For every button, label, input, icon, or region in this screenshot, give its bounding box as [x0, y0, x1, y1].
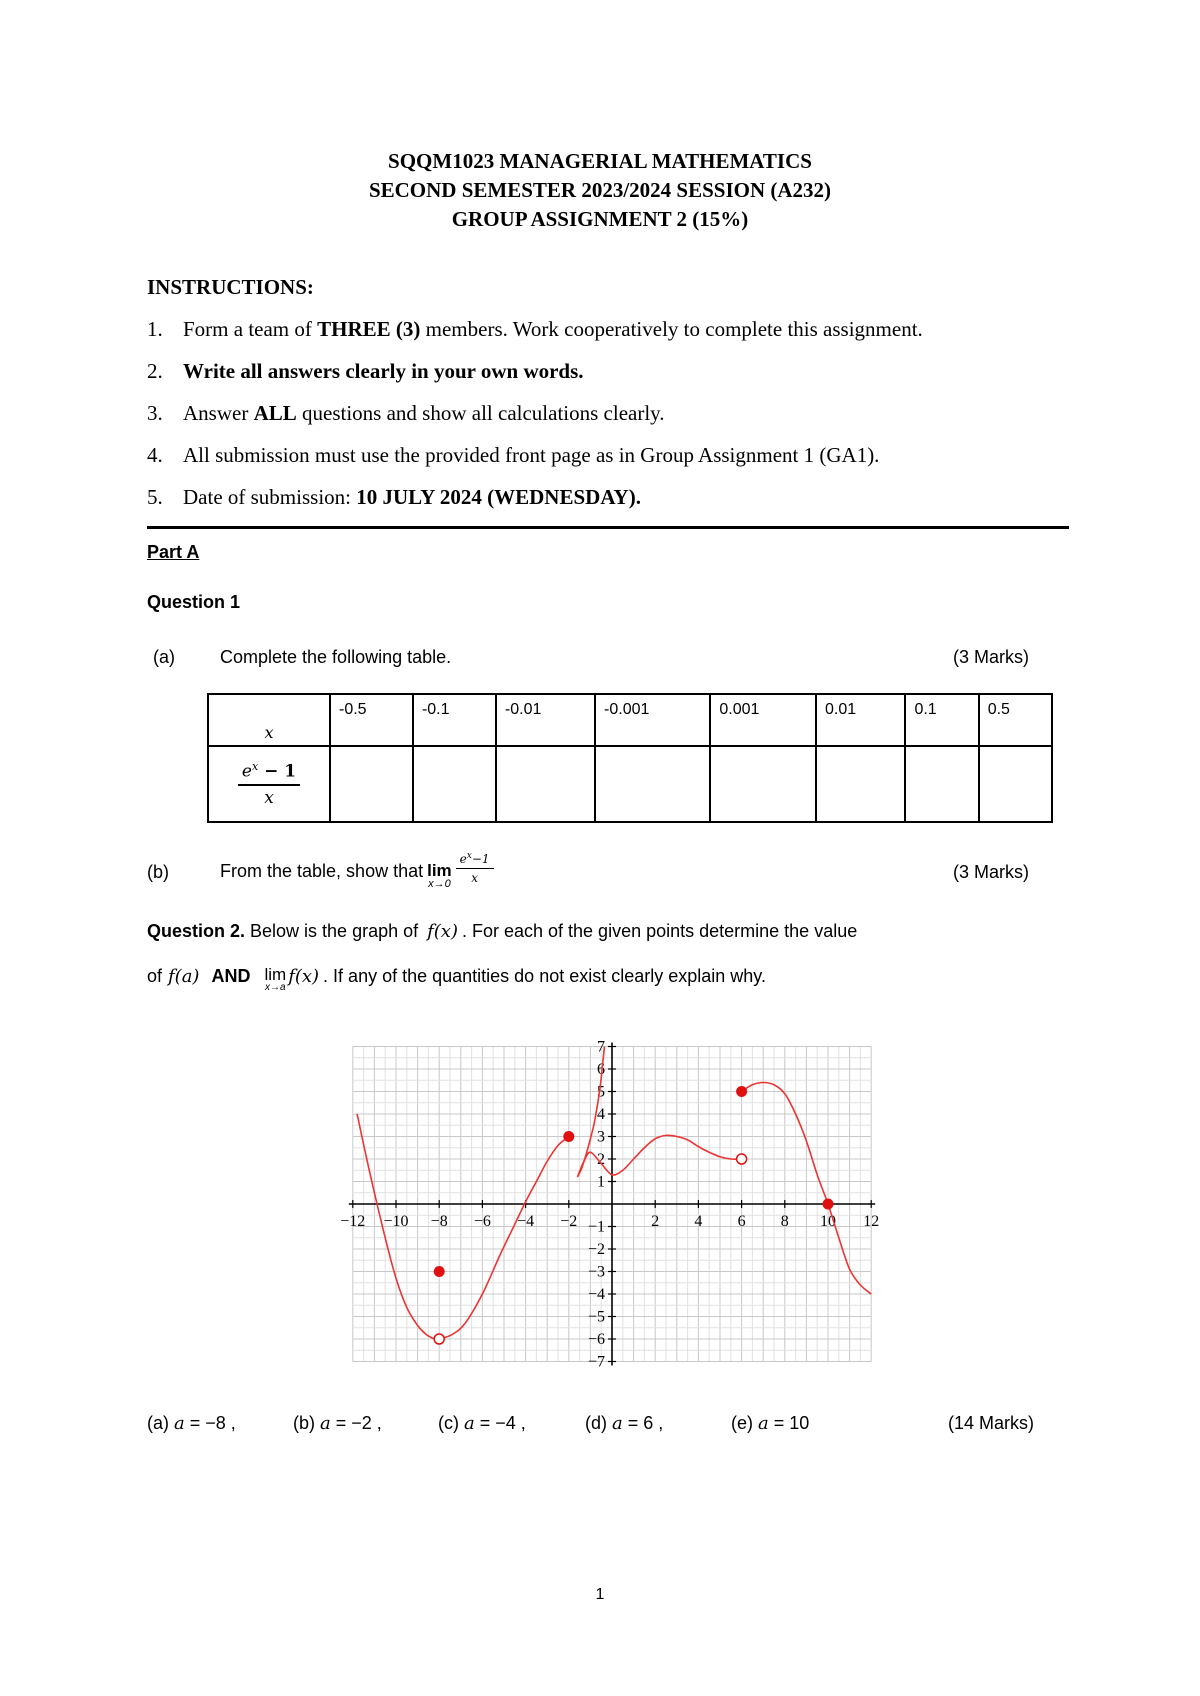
instruction-number: 1.: [147, 317, 163, 341]
x-value-cell: 0.5: [979, 694, 1052, 746]
x-label: x: [264, 723, 274, 742]
question-2-line1: [147, 921, 857, 942]
lim-subscript: x→a: [265, 982, 286, 993]
frac-exponent: x: [466, 851, 472, 861]
section-divider: [147, 526, 1069, 529]
y-tick-label: 5: [597, 1083, 605, 1101]
open-point: [737, 1154, 747, 1164]
instructions-title: INSTRUCTIONS:: [147, 275, 314, 299]
x-value-cell: -0.5: [330, 694, 413, 746]
instruction-text: Form a team of: [183, 317, 318, 341]
part-value: = 6 ,: [622, 1413, 664, 1433]
q2-fx: f(x): [288, 966, 320, 987]
q2-part-d: [585, 1413, 663, 1434]
q2-part-a: [147, 1413, 236, 1434]
q2-and: AND: [211, 966, 251, 986]
q1a-marks: (3 Marks): [953, 647, 1029, 667]
x-tick-label: −10: [383, 1213, 409, 1230]
part-label: (c): [438, 1413, 459, 1433]
lim-subscript: x→0: [428, 878, 451, 890]
expr-exponent: x: [251, 760, 259, 774]
q1a-text: Complete the following table.: [220, 647, 452, 667]
y-tick-label: −1: [587, 1218, 605, 1236]
q2-marks: (14 Marks): [948, 1413, 1035, 1433]
assignment-title: GROUP ASSIGNMENT 2 (15%): [451, 207, 749, 231]
limit-notation: [427, 852, 452, 890]
x-value-cell: -0.1: [413, 694, 496, 746]
values-table: [207, 693, 1053, 823]
part-value: = −4 ,: [474, 1413, 526, 1433]
q1b-label: (b): [147, 862, 169, 882]
part-label: (a): [147, 1413, 169, 1433]
filled-point: [564, 1132, 574, 1142]
answer-cell[interactable]: [413, 746, 496, 822]
frac-base: e: [459, 852, 467, 866]
y-tick-label: 4: [597, 1106, 605, 1123]
question-1-title: Question 1: [147, 592, 241, 612]
instruction-bold: 10 JULY 2024 (WEDNESDAY).: [356, 485, 641, 509]
part-var: a: [174, 1413, 185, 1434]
part-var: a: [612, 1413, 623, 1434]
part-var: a: [758, 1413, 769, 1434]
answer-cell[interactable]: [816, 746, 905, 822]
answer-cell[interactable]: [330, 746, 413, 822]
instruction-number: 3.: [147, 401, 163, 425]
instruction-bold: ALL: [253, 401, 297, 425]
answer-cell[interactable]: [496, 746, 595, 822]
function-graph: [336, 1020, 896, 1376]
y-tick-label: 6: [597, 1061, 605, 1078]
x-value-cell: 0.01: [816, 694, 905, 746]
answer-cell[interactable]: [979, 746, 1052, 822]
x-tick-label: −8: [430, 1213, 448, 1230]
answer-cell[interactable]: [710, 746, 816, 822]
frac-rest: −1: [471, 852, 490, 866]
x-tick-label: 4: [694, 1213, 703, 1230]
x-tick-label: −6: [473, 1213, 491, 1230]
y-tick-label: −3: [587, 1263, 605, 1281]
lim-word: lim: [264, 965, 287, 984]
x-value-cell: 0.1: [905, 694, 978, 746]
y-tick-label: −4: [587, 1286, 605, 1303]
x-tick-label: −12: [340, 1213, 366, 1230]
instruction-number: 4.: [147, 443, 163, 467]
x-tick-label: 12: [863, 1213, 880, 1230]
semester-title: SECOND SEMESTER 2023/2024 SESSION (A232): [368, 178, 832, 202]
page-number: 1: [595, 1586, 605, 1603]
q2-part-e: [731, 1413, 809, 1434]
q2-fx: f(x): [427, 921, 458, 942]
answer-cell[interactable]: [595, 746, 710, 822]
q1b-statement: [220, 852, 494, 890]
part-var: a: [320, 1413, 331, 1434]
instruction-text: Date of submission:: [183, 485, 357, 509]
y-tick-label: 7: [597, 1038, 605, 1056]
instruction-number: 5.: [147, 485, 163, 509]
expr-rest: − 1: [258, 761, 297, 782]
y-tick-label: 1: [597, 1173, 605, 1191]
part-a-title: Part A: [147, 542, 200, 562]
part-value: = 10: [768, 1413, 810, 1433]
instruction-bold: Write all answers clearly in your own words.: [183, 359, 584, 383]
frac-denominator: x: [471, 871, 478, 885]
x-value-cell: -0.01: [496, 694, 595, 746]
q1b-marks: (3 Marks): [953, 862, 1029, 882]
instruction-text: members. Work cooperatively to complete this assignment.: [420, 317, 923, 341]
part-var: a: [464, 1413, 475, 1434]
x-tick-label: 2: [651, 1213, 660, 1230]
q2-text: . For each of the given points determine the value: [461, 921, 858, 941]
y-tick-label: −6: [587, 1331, 605, 1348]
q2-text: Below is the graph of: [245, 921, 424, 941]
part-label: (b): [293, 1413, 315, 1433]
part-label: (d): [585, 1413, 607, 1433]
part-value: = −2 ,: [330, 1413, 382, 1433]
expr-denominator: x: [264, 787, 274, 808]
x-value-cell: -0.001: [595, 694, 710, 746]
y-tick-label: −7: [587, 1353, 605, 1371]
instruction-text: All submission must use the provided front page as in Group Assignment 1 (GA1).: [183, 443, 880, 467]
q1a-label: (a): [153, 647, 175, 667]
x-tick-label: 6: [737, 1213, 746, 1230]
x-tick-label: −2: [560, 1213, 578, 1230]
x-tick-label: −4: [517, 1213, 535, 1230]
expression-cell: [208, 746, 330, 822]
filled-point: [823, 1199, 833, 1209]
expression-fraction: [238, 760, 300, 808]
x-tick-label: 8: [780, 1213, 789, 1230]
answer-cell[interactable]: [905, 746, 978, 822]
question-2-title: Question 2.: [147, 921, 246, 941]
q1b-text: From the table, show that: [220, 860, 424, 881]
q2-fa: f(a): [168, 966, 200, 987]
limit-fraction: [456, 851, 494, 885]
expr-base: e: [241, 761, 252, 782]
filled-point: [737, 1087, 747, 1097]
open-point: [434, 1334, 444, 1344]
x-tick-label: 10: [820, 1213, 836, 1230]
part-value: = −8 ,: [184, 1413, 236, 1433]
y-tick-label: −5: [587, 1308, 605, 1326]
q2-text: . If any of the quantities do not exist clearly explain why.: [323, 966, 766, 986]
instruction-text: Answer: [183, 401, 254, 425]
instruction-number: 2.: [147, 359, 163, 383]
part-label: (e): [731, 1413, 753, 1433]
y-tick-label: −2: [587, 1241, 605, 1258]
x-value-cell: 0.001: [710, 694, 816, 746]
q2-limit-notation: [264, 966, 286, 993]
y-tick-label: 3: [597, 1128, 605, 1146]
x-header-cell: [208, 694, 330, 746]
lim-word: lim: [427, 861, 452, 880]
q2-part-c: [438, 1413, 526, 1434]
course-title: SQQM1023 MANAGERIAL MATHEMATICS: [388, 149, 812, 173]
instruction-bold: THREE (3): [317, 317, 421, 341]
instruction-text: questions and show all calculations clearly.: [296, 401, 665, 425]
q2-text: of: [147, 966, 163, 986]
question-2-line2: [147, 966, 766, 993]
filled-point: [434, 1267, 444, 1277]
y-tick-label: 2: [597, 1151, 605, 1168]
q2-part-b: [293, 1413, 382, 1434]
